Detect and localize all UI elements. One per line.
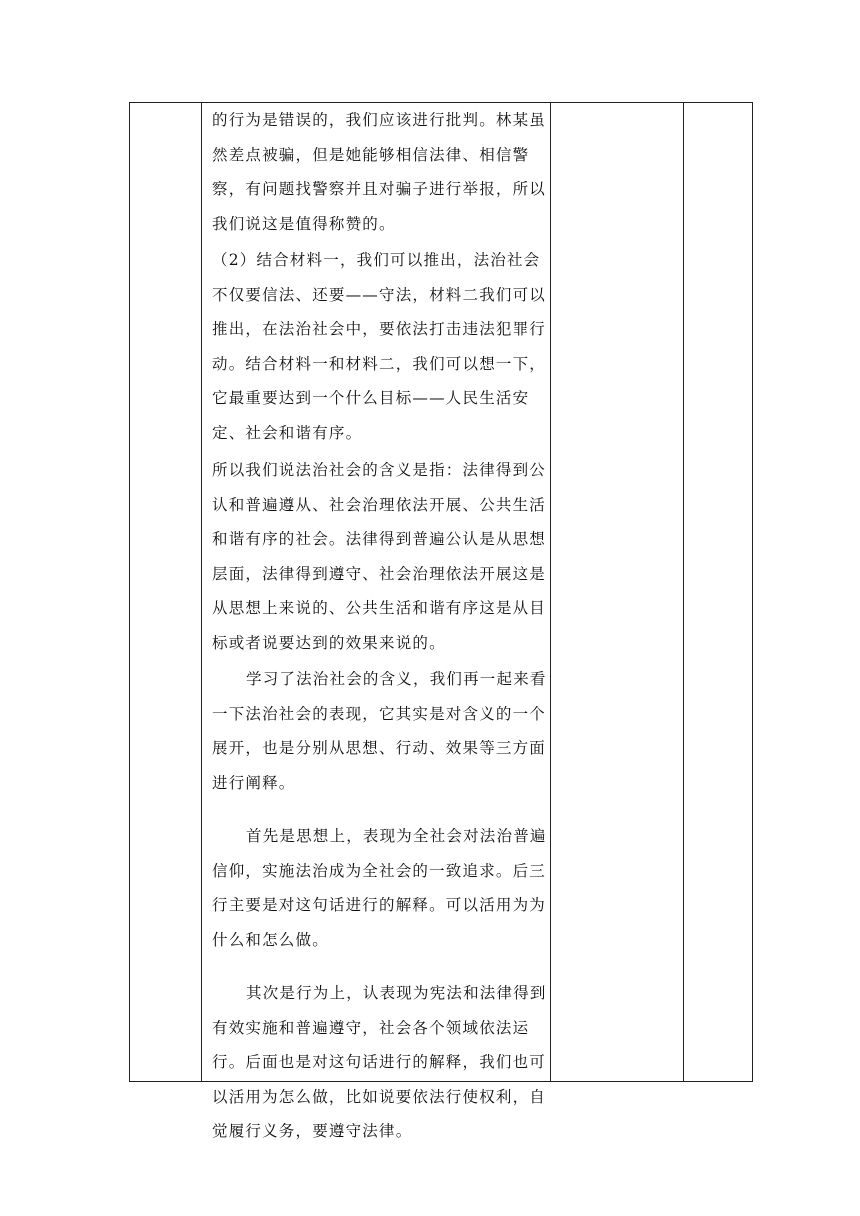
paragraph: 的行为是错误的，我们应该进行批判。林某虽然差点被骗，但是她能够相信法律、相信警察，有问题找警察并且对骗子进行举报，所以我们说这是值得称赞的。 (212, 111, 547, 233)
column-divider (683, 103, 684, 1081)
table-row (129, 102, 753, 1140)
lesson-content-cell (212, 103, 552, 1149)
paragraph: 学习了法治社会的含义，我们再一起来看一下法治社会的表现，它其实是对含义的一个展开，也是分别从思想、行动、效果等三方面进行阐释。 (212, 670, 547, 792)
paragraph: 所以我们说法治社会的含义是指：法律得到公认和普遍遵从、社会治理依法开展、公共生活和谐有序的社会。法律得到普遍公认是从思想层面，法律得到遵守、社会治理依法开展这是从思想上来说的、公共生活和谐有序这是从目标或者说要达到的效果来说的。 (212, 461, 547, 652)
paragraph: 首先是思想上，表现为全社会对法治普遍信仰，实施法治成为全社会的一致追求。后三行主要是对这句话进行的解释。可以活用为为什么和怎么做。 (212, 827, 547, 949)
paragraph: 其次是行为上，认表现为宪法和法律得到有效实施和普遍遵守，社会各个领域依法运行。后面也是对这句话进行的解释，我们也可以活用为怎么做，比如说要依法行使权利，自觉履行义务，要遵守法律。 (212, 984, 547, 1140)
column-divider (201, 103, 202, 1081)
paragraph: （2）结合材料一，我们可以推出，法治社会不仅要信法、还要——守法，材料二我们可以推出，在法治社会中，要依法打击违法犯罪行动。结合材料一和材料二，我们可以想一下，它最重要达到一个什么目标——人民生活安定、社会和谐有序。 (212, 251, 547, 442)
